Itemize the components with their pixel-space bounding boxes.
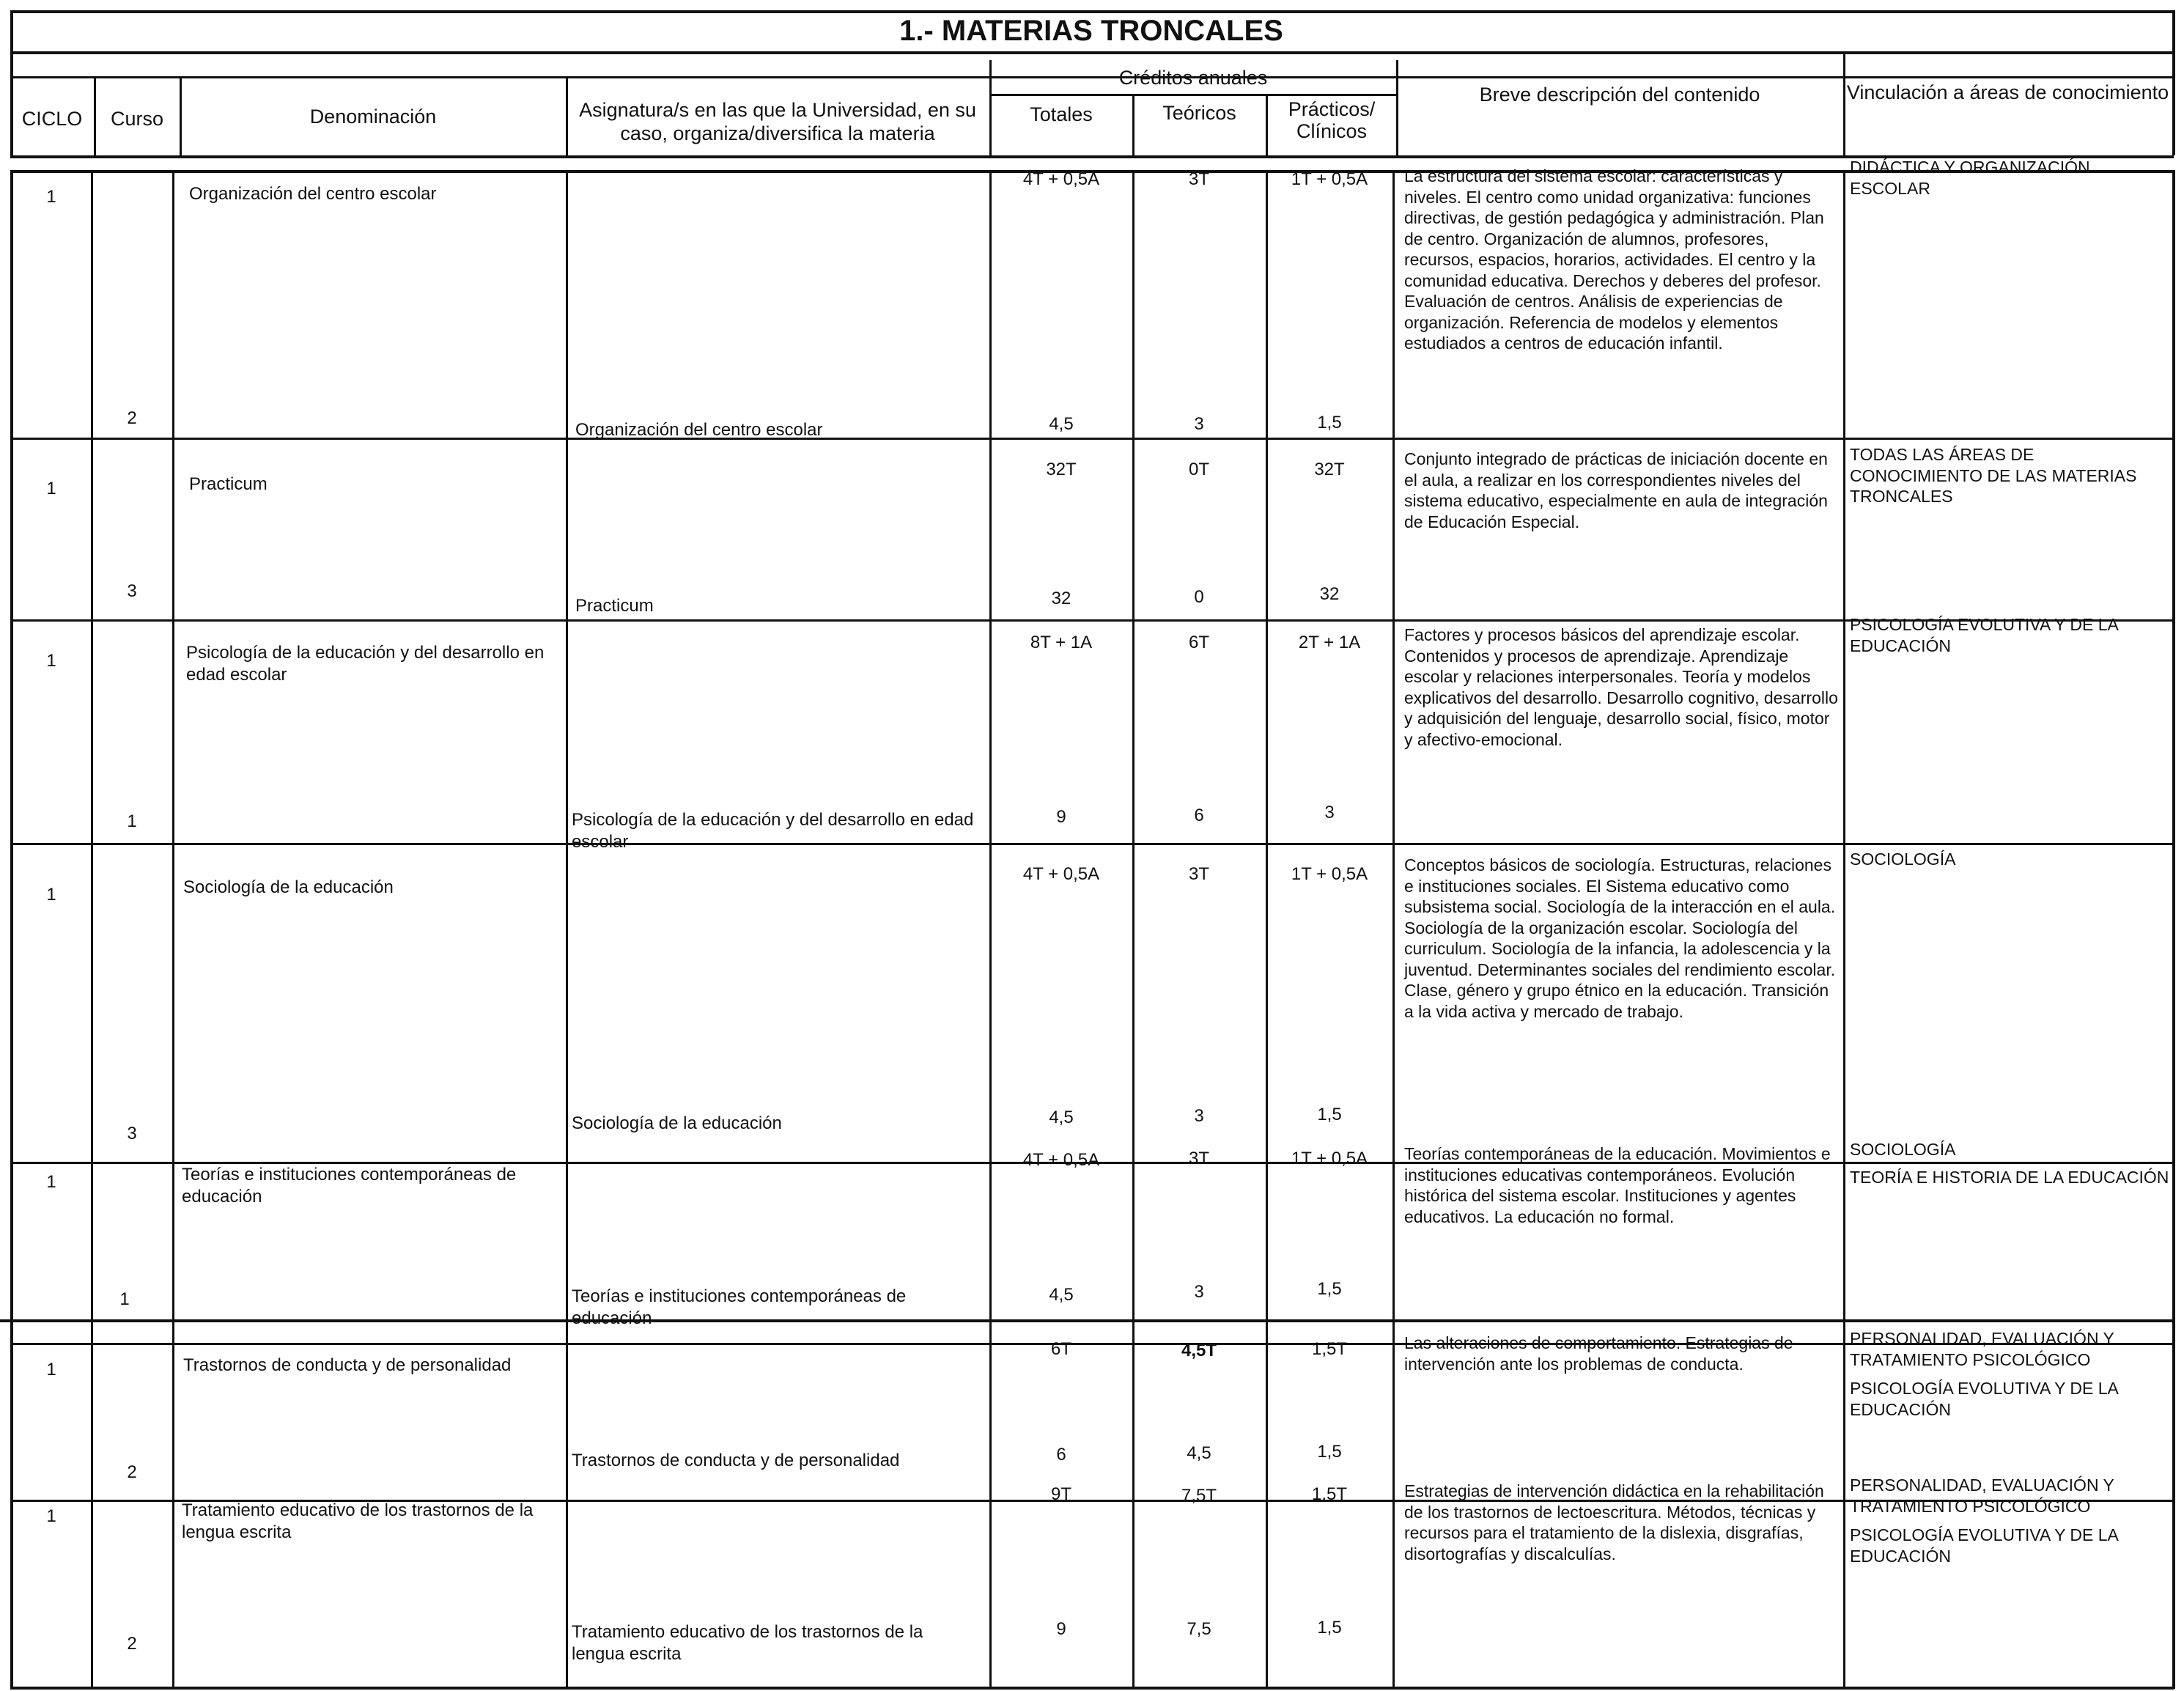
practicos-materia-cell: 1T + 0,5A [1291, 169, 1368, 189]
totales-materia-cell: 32T [1046, 460, 1077, 479]
totales-cell: 6 [1056, 1445, 1066, 1465]
practicos-cell: 1,5 [1317, 1442, 1342, 1462]
asignatura-cell: Tratamiento educativo de los trastornos de la lengua escrita [572, 1622, 923, 1664]
totales-materia-cell: 6T [1050, 1339, 1071, 1359]
header-asignatura: Asignatura/s en las que la Universidad, en su caso, organiza/diversifica la materia [579, 99, 976, 144]
vinculacion-cell: PSICOLOGÍA EVOLUTIVA Y DE LA EDUCACIÓN [1850, 615, 2118, 655]
vinculacion-cell: TEORÍA E HISTORIA DE LA EDUCACIÓN [1850, 1168, 2169, 1187]
ciclo-cell: 1 [46, 885, 56, 905]
row-separator [10, 438, 2174, 440]
practicos-materia-cell: 1T + 0,5A [1291, 1149, 1368, 1168]
body-col-divider [1392, 170, 1395, 1689]
totales-cell: 9 [1056, 1619, 1066, 1639]
teoricos-cell: 3 [1194, 414, 1204, 434]
descripcion-cell: Conceptos básicos de sociología. Estructuras, relaciones e instituciones sociales. El Sistema educativo como subsistema social. Sociología de la interacción en el aula. Sociología de la organización escolar. Sociología del curriculum. Sociología de la infancia, la adolescencia y la juventud. Determinantes sociales del rendimiento escolar. Clase, género y grupo étnico en la educación. Transición a la vida activa y mercado de trabajo. [1404, 855, 1836, 1021]
curso-cell: 2 [127, 1462, 137, 1482]
practicos-cell: 1,5 [1317, 1618, 1342, 1637]
totales-materia-cell: 9T [1050, 1484, 1071, 1504]
totales-materia-cell: 4T + 0,5A [1022, 864, 1100, 884]
curso-cell: 3 [127, 581, 137, 601]
teoricos-cell: 3 [1194, 1106, 1204, 1126]
creditos-divider [989, 94, 1396, 96]
totales-cell: 9 [1056, 807, 1066, 827]
ciclo-cell: 1 [46, 1506, 56, 1526]
curso-cell: 1 [127, 811, 137, 831]
denominacion-cell: Trastornos de conducta y de personalidad [183, 1355, 512, 1375]
practicos-materia-cell: 1,5T [1311, 1484, 1348, 1504]
curso-cell: 2 [127, 408, 137, 428]
ciclo-cell: 1 [46, 187, 56, 207]
body-col-divider [566, 170, 568, 1689]
descripcion-cell: Factores y procesos básicos del aprendizaje escolar. Contenidos y procesos de aprendizaje. Aprendizaje escolar y relaciones interpersonales. Teoría y modelos explicativos del desarrollo. Desarrollo cognitivo, desarrollo y adquisición del lenguaje, desarrollo social, físico, motor y afectivo-emocional. [1404, 625, 1838, 749]
totales-cell: 4,5 [1049, 414, 1074, 434]
page-title: 1.- MATERIAS TRONCALES [899, 15, 1283, 47]
teoricos-cell: 4,5 [1187, 1443, 1211, 1463]
teoricos-cell: 0 [1194, 587, 1204, 607]
row-separator [0, 1319, 2174, 1322]
teoricos-materia-cell: 3T [1188, 864, 1209, 884]
header-right-border [2172, 10, 2175, 155]
totales-materia-cell: 8T + 1A [1030, 633, 1093, 652]
descripcion-cell: Teorías contemporáneas de la educación. Movimientos e instituciones educativas contemporáneos. Evolución histórica del sistema escolar. Instituciones y agentes educativos. La educación no formal. [1404, 1144, 1831, 1226]
vinculacion-cell: DIDÁCTICA Y ORGANIZACIÓN ESCOLAR [1850, 158, 2090, 198]
body-col-divider [172, 170, 174, 1689]
teoricos-cell: 3 [1194, 1282, 1204, 1302]
vinculacion-cell: PSICOLOGÍA EVOLUTIVA Y DE LA EDUCACIÓN [1850, 1379, 2118, 1419]
curso-cell: 1 [119, 1289, 130, 1309]
header-col-divider [1396, 60, 1398, 155]
descripcion-cell: La estructura del sistema escolar: características y niveles. El centro como unidad organizativa: funciones directivas, de gestión pedagógica y administración. Plan de centro. Organización de alumnos, profesores, recursos, espacios, horarios, actividades. El centro y la comunidad educativa. Derechos y deberes del profesor. Evaluación de centros. Análisis de experiencias de organización. Referencia de modelos y elementos estudiados a centros de educación infantil. [1404, 166, 1824, 353]
denominacion-cell: Psicología de la educación y del desarrollo en edad escolar [186, 643, 545, 685]
vinculacion-cell: SOCIOLOGÍA [1850, 850, 1956, 869]
denominacion-cell: Tratamiento educativo de los trastornos de la lengua escrita [182, 1500, 534, 1542]
header-ciclo: CICLO [21, 108, 83, 130]
body-col-divider [1843, 170, 1845, 1689]
header-teoricos: Teóricos [1162, 102, 1236, 124]
teoricos-cell: 7,5 [1187, 1619, 1211, 1639]
practicos-materia-cell: 2T + 1A [1298, 633, 1361, 652]
practicos-cell: 1,5 [1317, 413, 1342, 432]
header-creditos: Créditos anuales [1118, 67, 1268, 89]
teoricos-materia-cell: 3T [1188, 1149, 1209, 1168]
header-vinculacion: Vinculación a áreas de conocimiento [1846, 81, 2169, 103]
ciclo-cell: 1 [46, 1360, 56, 1379]
descripcion-cell: Estrategias de intervención didáctica en la rehabilitación de los trastornos de lectoescritura. Métodos, técnicas y recursos para el tratamiento de la dislexia, disgrafías, disortografías y discalculías. [1404, 1481, 1824, 1563]
header-totales: Totales [1030, 103, 1093, 125]
asignatura-cell: Teorías e instituciones contemporáneas de educación [572, 1286, 907, 1328]
vinculacion-cell: PERSONALIDAD, EVALUACIÓN Y TRATAMIENTO PSICOLÓGICO [1850, 1476, 2114, 1516]
vinculacion-cell: PSICOLOGÍA EVOLUTIVA Y DE LA EDUCACIÓN [1850, 1525, 2118, 1566]
header-left-border [10, 10, 13, 155]
teoricos-materia-cell: 0T [1188, 460, 1209, 479]
ciclo-cell: 1 [46, 651, 56, 671]
totales-cell: 32 [1051, 589, 1071, 608]
descripcion-cell: Conjunto integrado de prácticas de iniciación docente en el aula, a realizar en los correspondientes niveles del sistema educativo, especialmente en aula de integración de Educación Especial. [1404, 449, 1828, 531]
ciclo-cell: 1 [46, 479, 56, 498]
totales-cell: 4,5 [1049, 1285, 1074, 1305]
asignatura-cell: Sociología de la educación [572, 1113, 782, 1133]
vinculacion-cell: PERSONALIDAD, EVALUACIÓN Y TRATAMIENTO PSICOLÓGICO [1850, 1329, 2114, 1369]
practicos-materia-cell: 32T [1314, 460, 1345, 479]
totales-materia-cell: 4T + 0,5A [1022, 1150, 1100, 1170]
asignatura-cell: Organización del centro escolar [575, 420, 823, 440]
practicos-cell: 1,5 [1317, 1279, 1342, 1299]
header-denominacion: Denominación [309, 106, 437, 128]
teoricos-materia-cell: 4,5T [1181, 1341, 1217, 1360]
teoricos-cell: 6 [1194, 806, 1204, 825]
row-separator [10, 843, 2174, 845]
denominacion-cell: Organización del centro escolar [189, 184, 437, 204]
teoricos-materia-cell: 7,5T [1181, 1486, 1217, 1506]
ciclo-cell: 1 [46, 1172, 56, 1192]
denominacion-cell: Teorías e instituciones contemporáneas de educación [182, 1165, 517, 1206]
title-divider [10, 51, 2174, 54]
denominacion-cell: Practicum [189, 474, 268, 494]
asignatura-cell: Trastornos de conducta y de personalidad [572, 1451, 900, 1470]
practicos-cell: 3 [1324, 803, 1335, 822]
body-left-border [10, 170, 13, 1689]
descripcion-cell: Las alteraciones de comportamiento. Estrategias de intervención ante los problemas de conducta. [1404, 1333, 1793, 1374]
totales-materia-cell: 4T + 0,5A [1022, 169, 1100, 189]
header-curso: Curso [110, 108, 164, 130]
curso-cell: 2 [127, 1634, 137, 1654]
vinculacion-cell: SOCIOLOGÍA [1850, 1140, 1956, 1159]
teoricos-materia-cell: 3T [1188, 169, 1209, 189]
practicos-cell: 32 [1319, 584, 1340, 604]
practicos-materia-cell: 1,5T [1311, 1339, 1348, 1359]
header-descripcion: Breve descripción del contenido [1479, 84, 1760, 106]
body-right-border [2172, 170, 2175, 1689]
vinculacion-cell: TODAS LAS ÁREAS DE CONOCIMIENTO DE LAS MATERIAS TRONCALES [1850, 445, 2137, 506]
table-border-bottom [10, 1687, 2174, 1690]
asignatura-cell: Psicología de la educación y del desarrollo en edad escolar [572, 810, 974, 852]
curso-cell: 3 [127, 1124, 137, 1143]
practicos-materia-cell: 1T + 0,5A [1291, 864, 1368, 884]
header-col-divider [566, 76, 568, 155]
asignatura-cell: Practicum [575, 596, 654, 616]
totales-cell: 4,5 [1049, 1108, 1074, 1127]
teoricos-materia-cell: 6T [1188, 633, 1209, 652]
header-practicos: Prácticos/ Clínicos [1288, 98, 1376, 142]
practicos-cell: 1,5 [1317, 1105, 1342, 1124]
table-border-top [10, 10, 2174, 13]
denominacion-cell: Sociología de la educación [183, 877, 394, 897]
